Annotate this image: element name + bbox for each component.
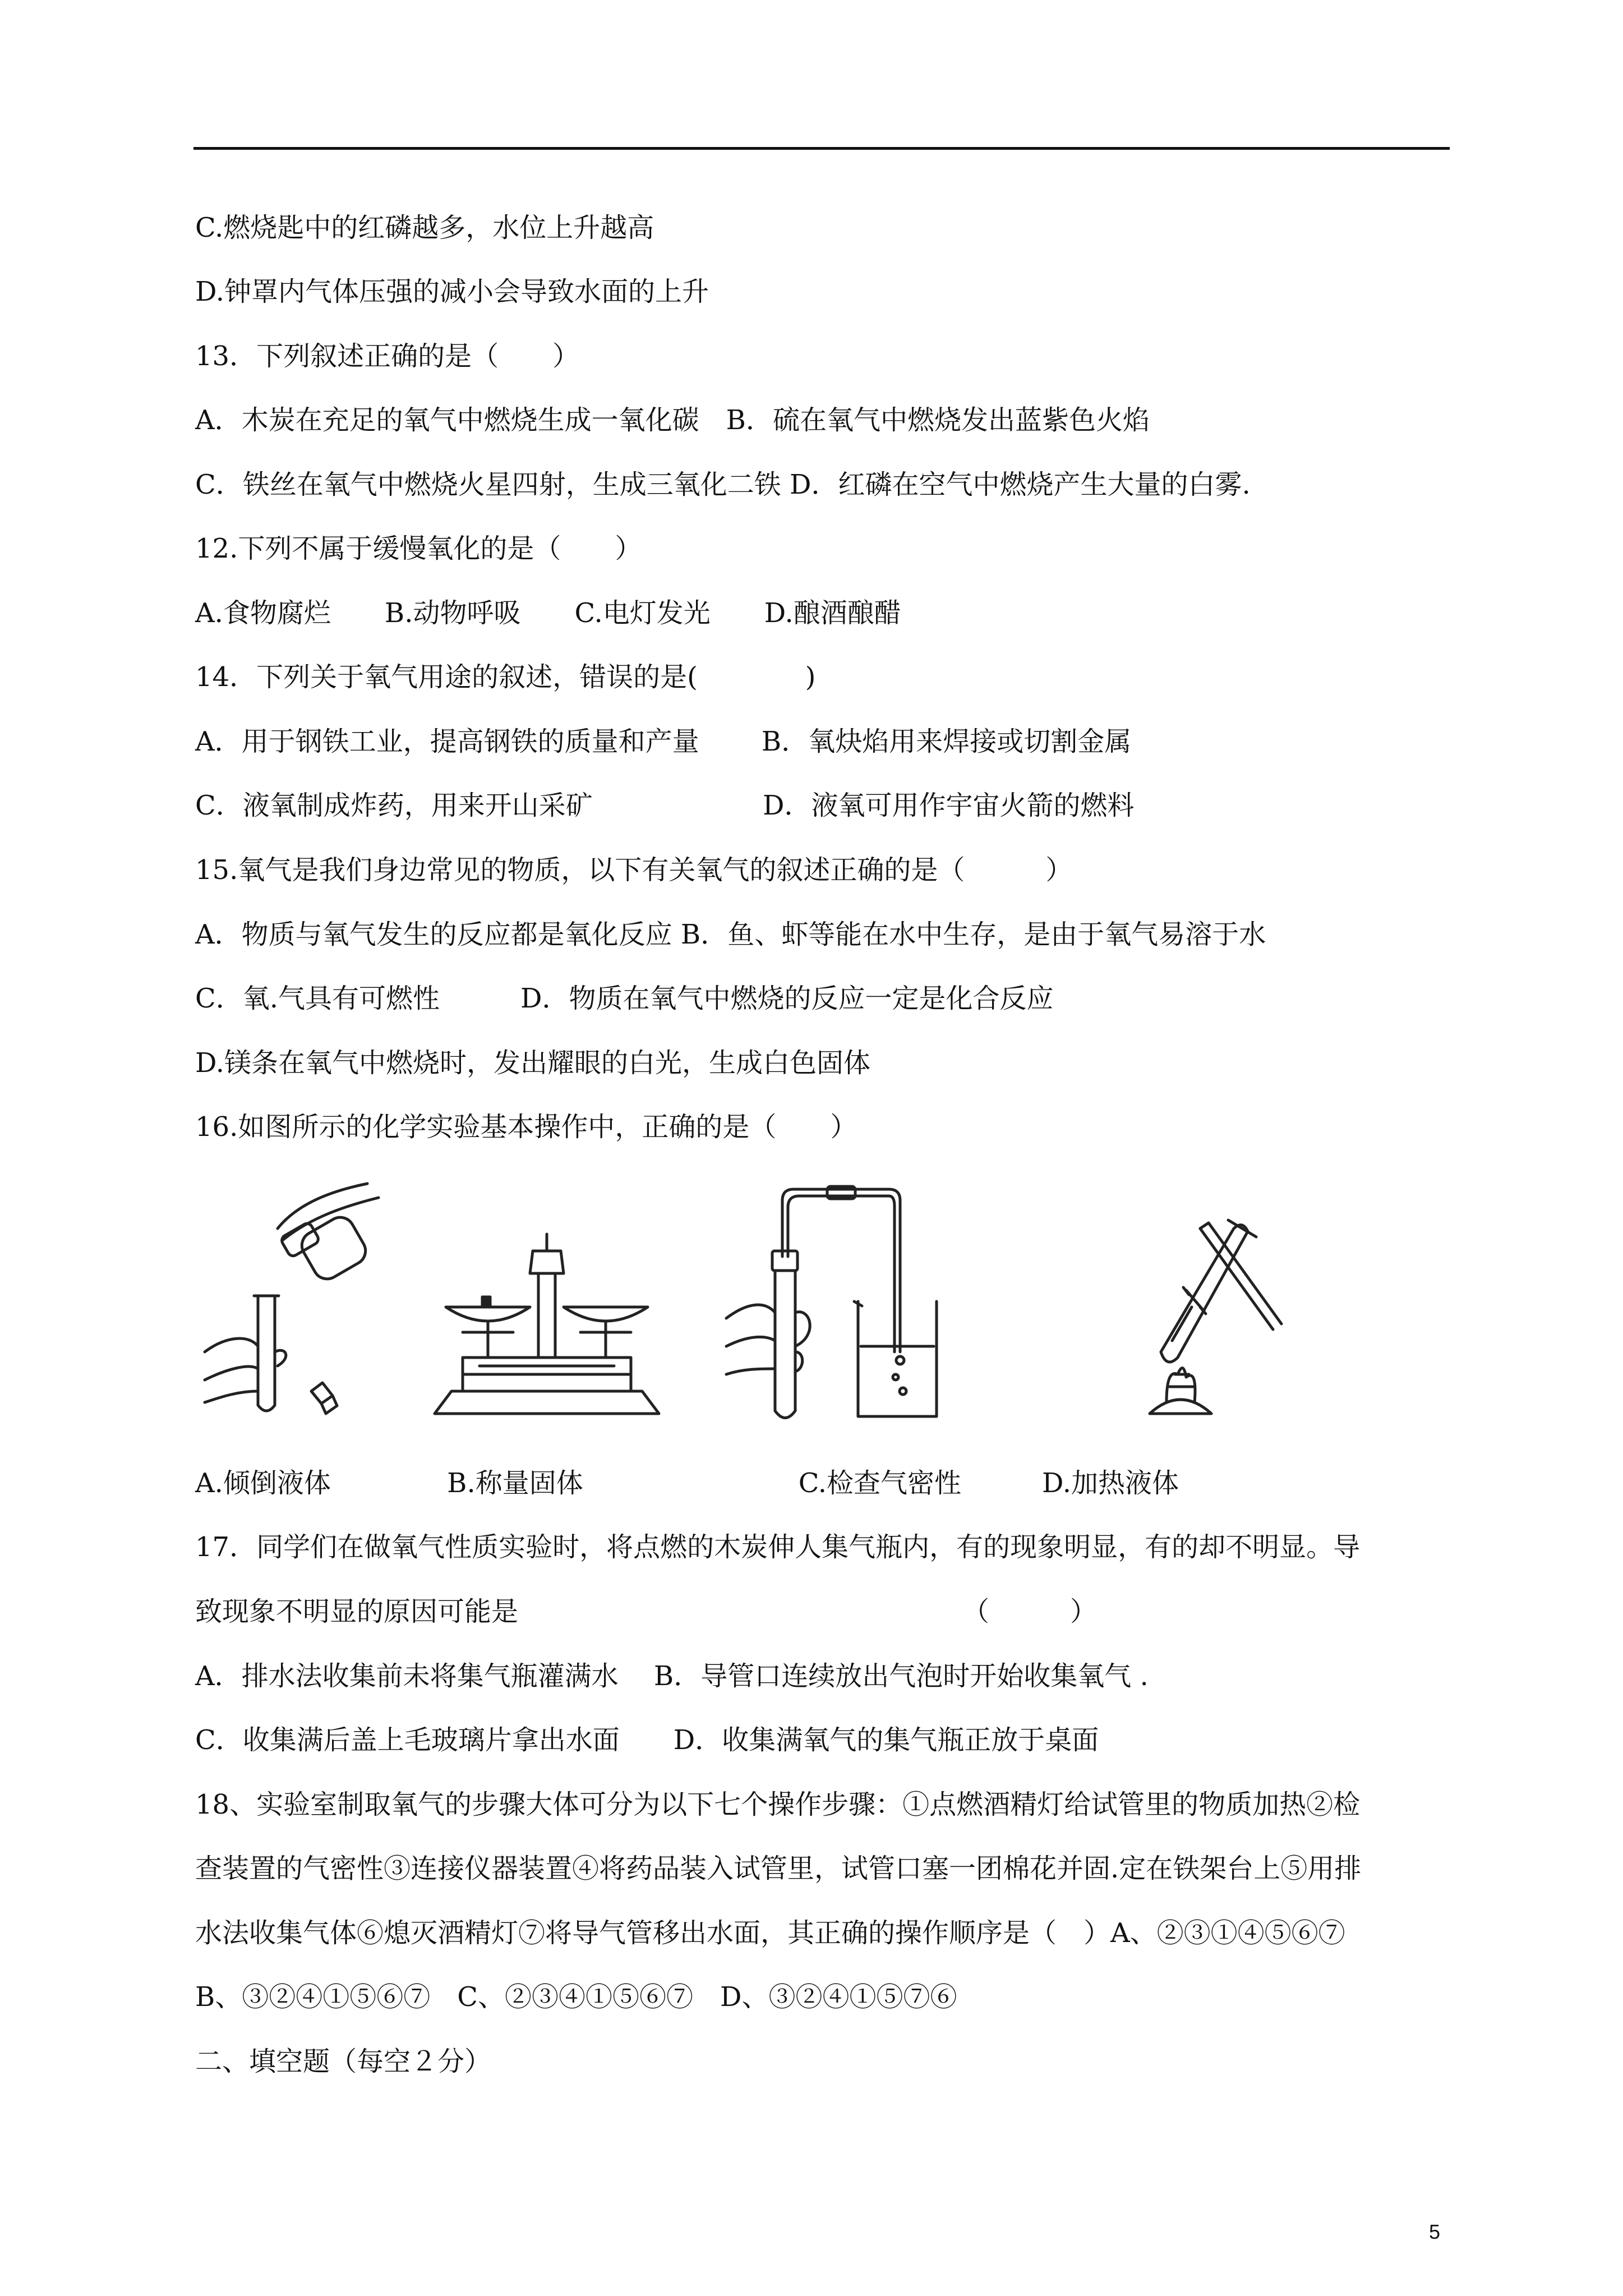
question-13-options-cd: C．铁丝在氧气中燃烧火星四射，生成三氧化二铁 D．红磷在空气中燃烧产生大量的白雾.: [195, 469, 1251, 500]
question-13: 13．下列叙述正确的是（ ）: [195, 341, 580, 372]
question-15-options-cd: C．氧.气具有可燃性 D．物质在氧气中燃烧的反应一定是化合反应: [195, 983, 1054, 1014]
figure-heating-liquid: [1088, 1167, 1324, 1425]
question-15: 15.氧气是我们身边常见的物质，以下有关氧气的叙述正确的是（ ）: [195, 854, 1073, 886]
question-17-options-cd: C．收集满后盖上毛玻璃片拿出水面 D．收集满氧气的集气瓶正放于桌面: [195, 1724, 1099, 1756]
figure-pouring-liquid: [193, 1167, 429, 1425]
figure-balance: [429, 1167, 665, 1425]
question-18-options: B、③②④①⑤⑥⑦ C、②③④①⑤⑥⑦ D、③②④①⑤⑦⑥: [195, 1981, 957, 2013]
question-15-options-ab: A．物质与氧气发生的反应都是氧化反应 B．鱼、虾等能在水中生存，是由于氧气易溶于水: [195, 919, 1266, 950]
question-15-option-d2: D.镁条在氧气中燃烧时，发出耀眼的白光，生成白色固体: [195, 1047, 871, 1079]
question-14-options-ab: A．用于钢铁工业，提高钢铁的质量和产量 B．氧炔焰用来焊接或切割金属: [195, 726, 1132, 757]
question-18-line1: 18、实验室制取氧气的步骤大体可分为以下七个操作步骤：①点燃酒精灯给试管里的物质加热②检: [195, 1789, 1361, 1820]
question-16: 16.如图所示的化学实验基本操作中，正确的是（ ）: [195, 1111, 857, 1143]
question-14: 14．下列关于氧气用途的叙述，错误的是( ): [195, 661, 816, 693]
question-18-line2: 查装置的气密性③连接仪器装置④将药品装入试管里，试管口塞一团棉花并固.定在铁架台上⑤用排: [195, 1853, 1362, 1884]
section-fill-in-heading: 二、填空题（每空２分）: [195, 2046, 492, 2077]
question-17-line1: 17．同学们在做氧气性质实验时，将点燃的木炭伸人集气瓶内，有的现象明显，有的却不明显。导: [195, 1531, 1361, 1563]
line-option-12d: D.钟罩内气体压强的减小会导致水面的上升: [195, 276, 709, 307]
question-18-line3: 水法收集气体⑥熄灭酒精灯⑦将导气管移出水面，其正确的操作顺序是（ ）A、②③①④⑤⑥⑦: [195, 1917, 1345, 1949]
page-number: 5: [1429, 2220, 1441, 2243]
question-12: 12.下列不属于缓慢氧化的是（ ）: [195, 533, 642, 564]
question-17-options-ab: A．排水法收集前未将集气瓶灌满水 B．导管口连续放出气泡时开始收集氧气 .: [195, 1660, 1149, 1692]
question-16-options: A.倾倒液体 B.称量固体 C.检查气密性 D.加热液体: [195, 1467, 1179, 1499]
header-rule: [193, 147, 1450, 150]
line-option-12c: C.燃烧匙中的红磷越多，水位上升越高: [195, 212, 654, 243]
question-17-line2: 致现象不明显的原因可能是 （ ）: [195, 1596, 1098, 1627]
figure-airtightness-check: [721, 1167, 956, 1425]
question-12-options: A.食物腐烂 B.动物呼吸 C.电灯发光 D.酿酒酿醋: [195, 597, 901, 629]
question-13-options-ab: A．木炭在充足的氧气中燃烧生成一氧化碳 B．硫在氧气中燃烧发出蓝紫色火焰: [195, 404, 1150, 436]
question-14-options-cd: C．液氧制成炸药，用来开山采矿 D．液氧可用作宇宙火箭的燃料: [195, 790, 1135, 821]
